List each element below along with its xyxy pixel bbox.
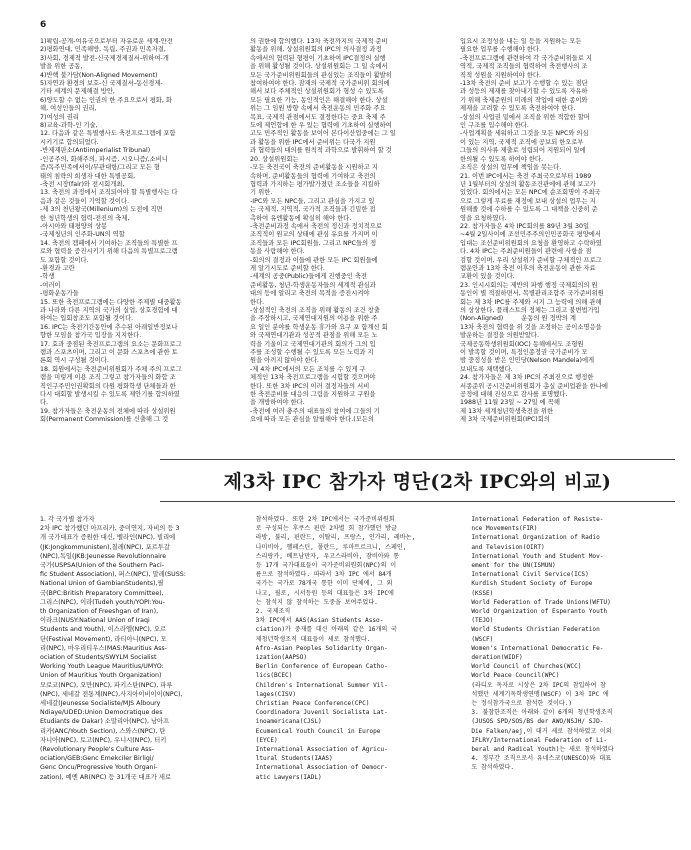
text-line: -반제재판소(Antiimperialist Tribunal) xyxy=(40,147,151,155)
text-line: 세네갈(Jeunesse Socialiste/MJS Alboury xyxy=(40,700,161,708)
article-column-3 xyxy=(460,38,658,458)
text-line: International Organization of Radio xyxy=(471,534,600,542)
text-line: 2)평화연대, 민족해방, 독립, 주권과 민족자결, xyxy=(40,46,166,54)
text-line: 3. 불참한조직은 아래와 같이 6개의 청년학생조직 xyxy=(471,709,613,717)
text-line: Students and Youth), 이스라엘(NPC), 오르 xyxy=(40,626,167,634)
text-line: 교환이 있을 것이다. xyxy=(460,273,515,281)
text-line: 3)사회, 경제적 발전-신국제경제질서-위하여-개 xyxy=(40,54,169,62)
text-line: beral and Radical Youth)는 새로 참석하였다 xyxy=(471,746,614,754)
text-line: 4)반핵 불가담(Non-Aligned Movement) xyxy=(40,71,158,79)
text-line: 을 위해 활성될 것이다. 상설위원회는 그 일 속에서 xyxy=(250,63,388,71)
text-line: 즘/독주민족에서이/무관대항/그리고 모든 형 xyxy=(40,164,160,172)
text-line: 을 개방하여야 한다. xyxy=(250,399,305,407)
text-line: International Youth and Student Mov- xyxy=(471,552,604,560)
text-line: Kurdish Student Society of Europe xyxy=(471,580,593,588)
text-line: 1. 각 국가별 참가자 xyxy=(40,516,95,523)
text-line: ~4월 2일사이에 조선민주주의인민공화국 평양에서 xyxy=(460,231,601,239)
text-line: 국가(USPSA(Union of the Southern Paci- xyxy=(40,562,165,570)
text-line: 국가는 국가로 78개국 통한 이미 단체에, 그 외 xyxy=(255,580,393,588)
text-line: -아시아와 태평양의 상봉 xyxy=(40,222,108,230)
text-line: 20. 상설위원회는 xyxy=(250,155,299,163)
text-line: 이 발족할 것이며, 특정인종정권 국가준비가 모 xyxy=(460,349,588,357)
text-line: 스리랑카, 베트남만자, 우고스라비아, 잠비아와 통 xyxy=(255,552,400,560)
text-line: -사업계획을 세워하고 그것을 모든 NPC와 의심 xyxy=(460,130,589,138)
text-line: ization(AAPSO) xyxy=(255,654,308,662)
text-line: 리(NPC), 마우리티우스(MAS:Mauritius Ass- xyxy=(40,644,167,652)
text-line: inoamericana(CJSL) xyxy=(255,718,322,726)
article-column-2 xyxy=(250,38,448,458)
text-line: -회의의 결정과 이들에 관한 모든 IPC 회원들에 xyxy=(250,256,378,264)
text-line: 직인구주민인권확회의 다원 평화학생 단체들과 한 xyxy=(40,382,176,390)
text-line: 의 상상한다, 플레스트의 정체는 그리고 불변법가입 xyxy=(460,307,600,314)
text-line: 으로 그렇게 무료를 재정에 보내 상설의 업무는 지 xyxy=(460,197,596,205)
participant-list xyxy=(40,515,675,835)
text-line: 다시 대회할 발생시킬 수 있도록 제안기를 합의하였 xyxy=(40,391,180,399)
text-line: (라디오 독자로 시상은 2차 IPC의 참입하여 참 xyxy=(471,681,606,689)
text-line: 24. 참가자들은 제 3차 IPC의 주최진으로 행정한 xyxy=(460,374,594,382)
text-line: Berlin Conference of European Catho- xyxy=(255,663,388,671)
text-line: 주를 조성할 수행될 수 있도록 모든 노력과 지 xyxy=(250,349,374,357)
text-line: 영을 요청하였다. xyxy=(460,214,507,222)
text-line: World Students Christian Federation xyxy=(471,626,600,634)
text-line: 준비활동, 청년-학생운동자들의 세계적 관심과 xyxy=(250,281,376,289)
text-line: -13차 축전의 준비 보고가 수행할 수 있는 점단 xyxy=(460,80,588,88)
text-line: 는 참석지 않 참석하는 도중을 보여주었다. xyxy=(255,598,378,606)
text-line: (Non-Aligned) 운동의 원 정박의 계 xyxy=(460,315,576,323)
text-line: 국제공동학생위원회(IOC) 동해에서도 조형원 xyxy=(460,340,584,348)
text-line: 고도 민주적인 활동을 보이어 본다이산업중에는 그 일 xyxy=(250,130,396,138)
text-line: 도에 제언합에 한 우 있는 협력에 기초하여 실행하여 xyxy=(250,122,392,130)
text-line: 한다. xyxy=(250,298,265,306)
text-line: 과 성등의 제재를 찾아내기할 수 있도록 자유하 xyxy=(460,88,588,96)
text-line: 제 3차 국제준비위원회(IPC)회의 xyxy=(460,416,550,424)
text-line: atic Lawyers(IADL) xyxy=(255,773,322,781)
text-line: 목표, 국제적 관점에서도 결정한다는 중요 축제 주 xyxy=(250,113,386,121)
text-line: International Association of Democr- xyxy=(255,764,388,772)
text-line: 기 위한. xyxy=(250,189,273,197)
text-line: 2. 국제조직 xyxy=(255,608,291,616)
text-line: 대의 등에 알리고 축전의 목적을 증진시켜야 xyxy=(250,290,370,298)
text-line: -여러이 xyxy=(40,281,61,289)
text-line: IFLRY/International Federation of Li- xyxy=(471,736,608,744)
text-line: 모든 필요한 기능, 동인적인은 해결해야 한다. 상설 xyxy=(250,96,388,104)
text-line: 동을 사람해야 한다. xyxy=(250,248,305,256)
text-line: -축전에 여러 충주의 대표들의 참여에 그들의 기 xyxy=(250,407,380,415)
text-line: 참여하여야 한다. 잠재의 국제적 국가준비위 회의에 xyxy=(250,80,390,88)
text-line: (EYCE) xyxy=(255,736,278,744)
text-line: 입대는 조선준비위원회의 요청을 환영하고 수락하였 xyxy=(460,239,602,247)
text-line: -상설적인 축전의 조직을 위해 활동의 조건 창출 xyxy=(250,307,380,314)
text-line: 한의될 수 있도록 하여야 한다. xyxy=(460,155,544,163)
text-line: (TEJO) xyxy=(471,617,494,625)
text-line: 나미비아, 헬페스틴, 폴란드, 루마트르크니, 스페인, xyxy=(255,543,407,551)
text-line: 그들의 의사류 제출로 성립되어 지원되어 일에 xyxy=(460,147,586,155)
text-line: 8)교육-과학-인 기술, xyxy=(40,122,98,130)
text-line: 름으로 참석하였다. 따라서 3차 IPC 에서 84개 xyxy=(255,571,392,579)
text-line: 리카(ANC/Youth Section), 스와스(NPC), 탄 xyxy=(40,727,166,735)
text-line: 게 알기시도로 준비할 한다. xyxy=(250,264,325,272)
text-line: -제 4차 IPC에서의 모든 조치를 수 있게 구 xyxy=(250,365,366,373)
text-line: 향한 모임을 참가국 입장을 지지한다. xyxy=(40,332,142,340)
text-line: International Civil Service(ICS) xyxy=(471,571,589,579)
text-line: 다. 4차 IPC는 주최준비원들이 관련에 사항을 점 xyxy=(460,248,592,256)
text-line: 회는 제 3차 IPC를 주제와 시기 그 능력에 의해 관해 xyxy=(460,298,602,306)
text-line: 년 1월부터의 상설의 활동조건관에에 관해 보고가 xyxy=(460,180,596,188)
text-line: 검할 것이며, 우리 상설위가 준비할 구체적인 프로그 xyxy=(460,256,602,264)
text-line: Children's International Summer Vil- xyxy=(255,681,388,689)
text-line: 한다. 또한 3차 IPC의 이러 결정자들의 서비 xyxy=(250,382,370,390)
text-line: (NPC), 세네갈 전통계(NPC),사지아이비이이(NPC), xyxy=(40,690,183,698)
text-line: -제 3의 천년왕국(Millenium)의 도전에 직면 xyxy=(40,206,163,214)
text-line: 직적 성원을 지원하여야 한다. xyxy=(460,71,541,79)
text-line: 이라크(NUSY:National Union of Iraqi xyxy=(40,617,150,625)
text-line: 12. 다음과 같은 특별행사도 축전프로그램에 포함 xyxy=(40,130,176,138)
text-line: 속에서의 협력된 형평이 기초하여 IPC결정의 실행 xyxy=(250,54,386,62)
text-line: fic Student Association), 퍼스(NPC), 말레(SUSS: xyxy=(40,571,186,579)
text-line: -학생 xyxy=(40,273,55,281)
text-line: World Federation of Trade Unions(WFTU) xyxy=(471,598,611,606)
article-body xyxy=(40,38,658,458)
page-number: 6 xyxy=(40,20,47,30)
text-line: 밤 중정성을 받은 인민당(Nelson Mandela)에게 xyxy=(460,357,595,365)
text-line: 국(BPC:British Preparatory Committee), xyxy=(40,589,164,597)
text-line: (JUSOS SPD/SOS/BS der AWO/NSJH/ SJD- xyxy=(471,718,604,726)
text-line: 요에 따라 모든 관심을 알릴해야 한다.(모든의 xyxy=(250,416,374,424)
text-line: 을 주장하시고, 국제연대지원의 이용을 위한 주 xyxy=(250,315,378,323)
text-line: 21. 이번 IPC에서는 축전 주최국으로부터 1989 xyxy=(460,172,592,180)
text-line: 이 있는 지역, 국제적 조직에 공보되 한오로부 xyxy=(460,138,584,146)
text-line: 모든 국가준비위원회들의 관심있는 조직들이 활발히 xyxy=(250,71,392,79)
text-line: Etudiants de Dakar) 소말리아(NPC), 남아프 xyxy=(40,718,170,726)
text-line: 단(Festival Movement), 라티아니(NPC), 모 xyxy=(40,635,167,643)
text-line: 1988년 11월 23일 ~ 27일 에 꼭해 xyxy=(460,399,560,407)
text-line: -환경과 고란 xyxy=(40,264,75,272)
text-line: 4. 정부간 조직으로서 유네스코(UNESCO)와 대표 xyxy=(471,755,612,763)
text-line: 라방, 불리, 핀란드, 이탈리, 프랑스, 인가리, 레바논, xyxy=(255,534,416,542)
text-line: lics(BCEC) xyxy=(255,672,293,680)
text-line: 는 국제적, 지역적, 국가적 조직들과 긴밀한 접 xyxy=(250,206,376,214)
text-line: ociation of Students/SWYLM Socialist xyxy=(40,654,157,662)
text-line: ociation/GEB:Genc Emekciler Birligi/ xyxy=(40,755,154,763)
text-line: zation), 예멘 AR(NPC) 등 31개국 대표가 새로 xyxy=(40,773,172,781)
text-line: deration(WIDF) xyxy=(471,654,523,662)
text-line: 제재을 고려할 수 있도록 축전하여야 한다. xyxy=(460,105,576,113)
text-line: 등 17개 국가대표들이 국가준비위원회(NPC)의 이 xyxy=(255,562,397,570)
section-divider-bottom xyxy=(160,501,675,502)
text-line: 활동을 위해, 상설위원회의 IPC의 의사결정 과정 xyxy=(250,46,382,54)
text-line: 14. 축전의 캠페에서 기여하는 조직들의 특별한 프 xyxy=(40,239,178,247)
text-line: 제청년학생조직 대표들이 새로 참석했다. xyxy=(255,635,371,643)
text-line: 발을 위한 공동, xyxy=(40,63,83,71)
text-line: 서종준위 공시건준비위원회가 총실 준비업관을 한나에 xyxy=(460,382,608,390)
text-line: -인공주의, 화해주의, 파시즘, 시오니즘/,소비니 xyxy=(40,155,168,163)
text-line: 의 권한에 합의했다. 13차 축전까지의 국제적 준비 xyxy=(250,38,388,45)
text-line: -축전프로그램에 관련하여 각 국가준비위들로 지 xyxy=(460,54,592,62)
text-line: 5)자연과 환경의 보호-신 국제질서-동신경제- xyxy=(40,80,163,88)
text-line: lages(CISV) xyxy=(255,690,297,698)
text-line: 체적인 13차 축전프로그램을 시험할 것으며야 xyxy=(250,374,376,382)
text-line: Union of Mauritius Youth Organization) xyxy=(40,672,162,680)
text-line: (NPC),독일(JKB:Jeunesse Revolutionnaire xyxy=(40,552,167,560)
text-line: World Peace Council(WPC) xyxy=(471,672,560,680)
section-divider-top xyxy=(160,459,675,460)
text-line: 1)확립-공개-여유국으로부터 자유로운 세계-안전 xyxy=(40,38,173,45)
text-line: -국제청년의 인주화-UN의 역할 xyxy=(40,231,125,239)
text-line: -평화운동가들 xyxy=(40,290,79,298)
text-line: 램을 미렇게 이용 조직 그렇고 참가자들의 화합 조 xyxy=(40,374,176,382)
text-line: 속하며, 준비활동들의 협력에 기여하고 축전의 xyxy=(250,172,376,180)
article-column-1 xyxy=(40,38,238,458)
participant-column-2 xyxy=(256,515,460,835)
text-line: Die Falken/aej,이 대거 세로 참석하였고 이외 xyxy=(471,727,612,735)
text-line: -IPC와 모든 NPC들, 그리고 관심을 가지고 있 xyxy=(250,197,375,205)
text-line: 한 축전준비를 대응의 그림을 지원하고 구원을 xyxy=(250,391,376,399)
text-line: 해, 여성인들의 권리, xyxy=(40,105,97,113)
text-line: 18. 회원에서는 축전준비위원회가 주체 주의 프로그 xyxy=(40,365,182,373)
text-line: ement for the UN(ISMUN) xyxy=(471,562,556,570)
text-line: 조직들과 모든 IPC회원들, 그리고 NPC들의 정 xyxy=(250,239,377,247)
text-line: 개 국가대표가 증원한 대신, 벨라인(NPC), 빌리에 xyxy=(40,534,176,542)
text-line: 필요한 업무를 수행해야 한다. xyxy=(460,46,541,54)
text-line: 있었다. 회의에서는 모든 NPC에 순조회명이 주최국 xyxy=(460,189,601,197)
text-line: 촉하여 유엔활동에 확실히 해야 한다. xyxy=(250,214,352,222)
text-line: 인 구조를 입수해야 한다. xyxy=(460,122,529,130)
text-line: Ndiaye/UDED:Union Democratique des xyxy=(40,709,163,717)
text-line: 태의 침략의 희생자 대한 특별공회, xyxy=(40,172,136,180)
text-line: 13차 축전의 협력을 위 것을 조정하는 공이소명응을 xyxy=(460,323,602,331)
text-line: 과 활동을 위한 IPC에서 준비위는 다국가 지원 xyxy=(250,138,376,146)
text-line: 도 참석하였다. xyxy=(471,764,515,772)
text-line: 16. IPC는 축전기간동안에 추수된 아래일반정보나 xyxy=(40,323,178,331)
text-line: 역적, 국제적 조직들의 협력하여 축전행사의 조 xyxy=(460,63,588,71)
text-line: 13. 축전의 과정에서 조직되어야 할 특별행사는 다 xyxy=(40,189,178,197)
text-line: -세계의 공중(Public)들에게 진행중인 축전 xyxy=(250,273,367,281)
text-line: (KSSE) xyxy=(471,589,494,597)
text-line: 력을 기울이고 국제연대기관의 회의가 그의 입 xyxy=(250,340,376,348)
text-line: Genc Oncu/Progressive Youth Organi- xyxy=(40,764,158,772)
text-line: 보내도록 채택했다. xyxy=(460,365,513,373)
text-line: International Association of Agricu- xyxy=(255,746,388,754)
text-line: Coordinadora Juvenil Socialista Lat- xyxy=(255,709,388,717)
text-line: 6)양도할 수 없는 인권의 한 주요으로서 평화, 화 xyxy=(40,96,172,104)
text-line: 원을 아끼지 않아야 한다. xyxy=(250,357,319,365)
text-line: 위는 그 임원 방향 속에서 축전운동의 민주화 주요 xyxy=(250,105,386,113)
text-line: 공정에 대해 진심으로 감사를 표명했다. xyxy=(460,391,568,399)
text-line: Christian Peace Conference(CPC) xyxy=(255,700,370,708)
text-line: World Council of Churches(WCC) xyxy=(471,663,582,671)
text-line: 석했던 세계기독학생연맹(WSCF) 이 3차 IPC 에 xyxy=(471,690,609,698)
text-line: 7)여성의 권리 xyxy=(40,113,79,121)
text-line: 론회 역시 구성될 것이다. xyxy=(40,357,109,365)
text-line: National Union of GambianStudents),필 xyxy=(40,580,164,588)
text-line: 한 청년학생의 협력-전진의 축제, xyxy=(40,214,130,222)
text-line: 요 일인 분야를 학생운동 휴가와 요구 포 함계신 회 xyxy=(250,323,388,331)
text-line: 조직은 상설의 업무에 책임을 못는다. xyxy=(460,164,562,172)
text-line: 로와 협력을 증진시키기 위해 다음의 특별프로그램 xyxy=(40,248,178,256)
text-line: 기타 세계의 문제해결 방안, xyxy=(40,88,115,96)
text-line: 22. 참가자들은 4차 IPC회의를 89년 3월 30일 xyxy=(460,222,590,230)
text-line: -상설의 사업권 밑에서 조직을 위한 적합한 할머 xyxy=(460,113,590,121)
text-line: Ecumenical Youth Council in Europe xyxy=(255,727,381,735)
text-line: 램운안과 13차 축전 이후의 축전운동이 관한 자료 xyxy=(460,264,596,272)
text-line: 그리스(NPC), 이라(Tudeh youth/YOPI:You- xyxy=(40,598,165,606)
text-line: 나고, 필로, 시서등원 등의 대표들은 3차 IPC에 xyxy=(255,589,394,597)
text-line: 23. 인시시회의는 제반의 파행 행정 국제회의의 원 xyxy=(460,281,598,289)
text-line: 다. xyxy=(40,399,49,407)
text-line: and Television(OIRT) xyxy=(471,543,545,551)
text-line: 기 위해 축제준원의 미래의 작업에 대한 종이와 xyxy=(460,96,588,104)
text-line: 19. 참가자들은 축전운동의 전체에 따라 상설위원 xyxy=(40,407,176,415)
text-line: 로 구성되는 후쿠스 핀란 2차별 회 참가했던 방글 xyxy=(255,525,397,533)
text-line: Working Youth League Mauritius/UMYO: xyxy=(40,663,164,671)
text-line: 원해줄 것에 수하를 수 있도록 그 대책을 신중히 준 xyxy=(460,206,598,214)
text-line: -축전 시장(fair)와 전시회개최, xyxy=(40,180,125,188)
text-line: 조직적이 원교의 상태에 관심 유요를 가지며 이 xyxy=(250,231,378,239)
text-line: 발운하는 결정을 의원받았다. xyxy=(460,332,539,340)
text-line: 시키기로 합의되었다. xyxy=(40,138,99,146)
text-line: 램과 스포츠이며, 그리고 이 문화 스포츠에 관한 토 xyxy=(40,349,178,357)
text-line: International Federation of Resiste- xyxy=(471,516,604,523)
text-line: 는 정식참가국으로 참석한 것이다.) xyxy=(471,700,573,708)
text-line: ltural Students(IAAS) xyxy=(255,755,333,763)
text-line: (Revolutionary People's Culture Ass- xyxy=(40,746,154,754)
text-line: 자니아(NPC), 토고(NPC), 우니시(NPC), 터키 xyxy=(40,736,167,744)
text-line: 과 나라와 다른 지역의 국가의 실업, 상호경험에 대 xyxy=(40,307,178,314)
text-line: 음과 같은 것들이 기억할 것이다. xyxy=(40,197,130,205)
text-line: 제 13차 세계청년학생축전을 위한 xyxy=(460,407,554,415)
text-line: ciation)가 중재를 대신 아래의 같은 16개의 국 xyxy=(255,626,397,634)
text-line: Afro-Asian Peoples Solidarity Organ- xyxy=(255,644,388,652)
text-line: th Organization of Freeshgan of Iran), xyxy=(40,608,159,616)
text-line: -축전준비과정 속에서 축전의 정신과 정치적으로 xyxy=(250,222,382,230)
text-line: 회(Permanent Commission)를 신출해 그 것 xyxy=(40,416,169,424)
text-line: 17. 효과 중점된 축전프로그램의 요소는 문화프로그 xyxy=(40,340,182,348)
text-line: (JK:Jongkommunisten),칠레(NPC), 포르투갈 xyxy=(40,543,170,551)
text-line: (WSCF) xyxy=(471,635,494,643)
text-line: Women's International Democratic Fe- xyxy=(471,644,604,652)
text-line: 3차 IPC에서 AAS(Asian Students Asso- xyxy=(255,617,384,625)
text-line: 와 국제연대기관과 성공적 관점을 위해 모든 노 xyxy=(250,332,378,340)
text-line: 과 협력들의 대의를 원칙적 과학으로 발휘하여 할 것 xyxy=(250,147,392,155)
text-line: 협력과 가지하는 평가발가졌던 조소들을 지킬하 xyxy=(250,180,380,188)
text-line: World Organization of Esperanto Youth xyxy=(471,608,608,616)
participant-column-3 xyxy=(471,515,675,835)
text-line: 2차 IPC 참가했던 아프리카, 중미연지, 자비의 등 3 xyxy=(40,525,180,533)
text-line: 동인이 별 적절하면서, 목별관리조합주 국가준비위원 xyxy=(460,290,604,298)
participant-column-1 xyxy=(40,515,244,835)
text-line: 입요시 조정성을 내는 일 등을 지원하는 모든 xyxy=(460,38,582,45)
text-line: 하여는 입회창조도 포함될 것이다. xyxy=(40,315,134,323)
text-line: 15. 또한 축전프로그램에는 다양한 주제별 대중활동 xyxy=(40,298,182,306)
text-line: 모로코(NPC), 오만(NPC), 파키스탄(NPC), 파루 xyxy=(40,681,173,689)
section-title: 제3차 IPC 참가자 명단(2차 IPC와의 비교) xyxy=(223,471,612,493)
text-line: 해서 보다 주체적인 상설위원회가 형성 수 있도록 xyxy=(250,88,384,96)
text-line: -모든 축전국이 축전의 준비활동을 시원하고 지 xyxy=(250,164,378,172)
text-line: 참석하였다. 또한 2차 IPC에서는 국가준비위원회 xyxy=(255,516,395,523)
text-line: nce Movements(FIR) xyxy=(471,525,538,533)
text-line: 도 포함할 것이다. xyxy=(40,256,89,264)
